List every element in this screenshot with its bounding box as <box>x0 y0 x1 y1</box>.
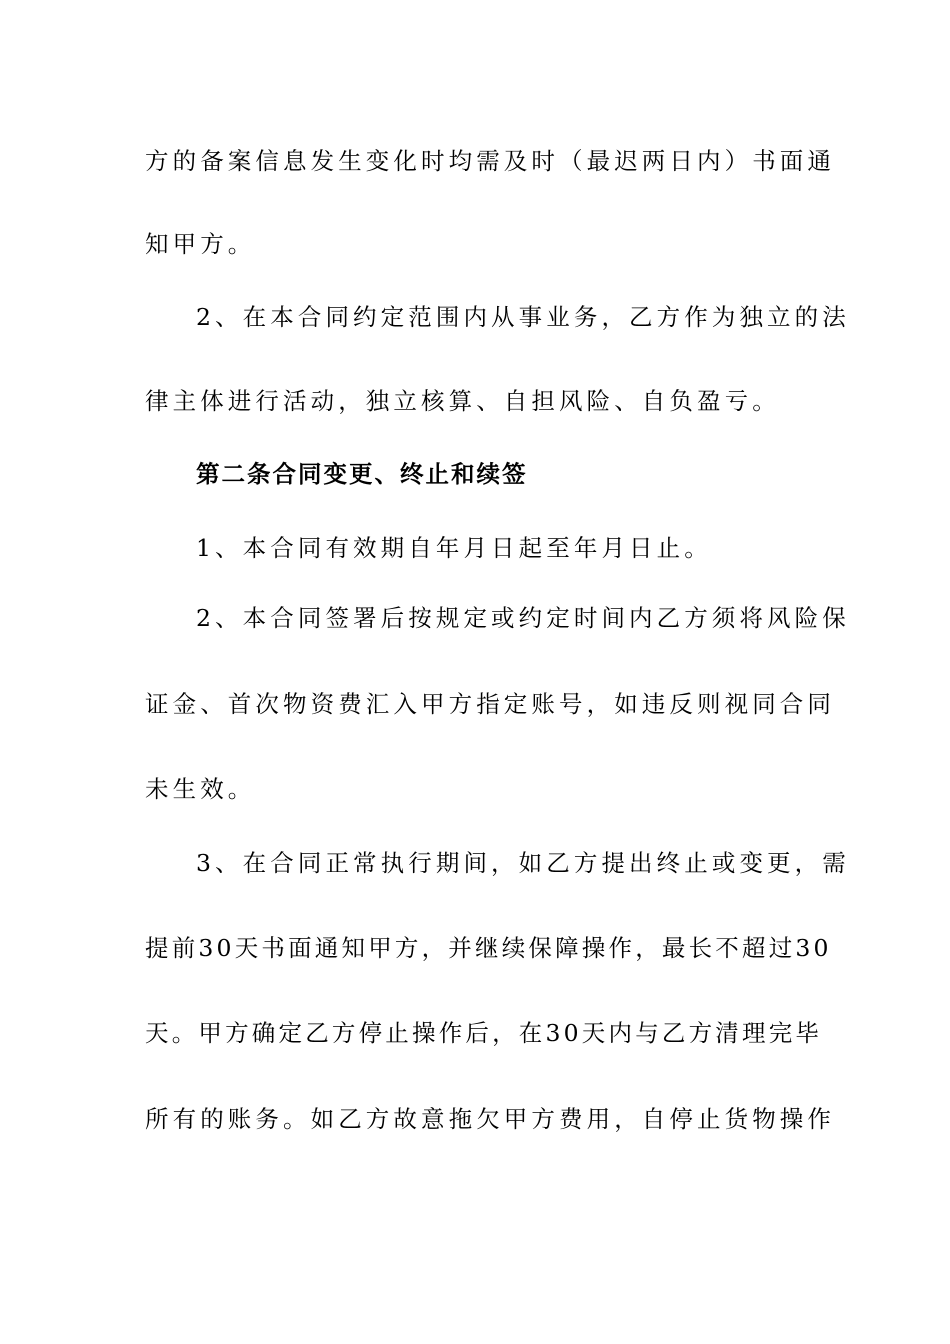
paragraph-line: 2、本合同签署后按规定或约定时间内乙方须将风险保 <box>196 604 850 632</box>
paragraph-line: 所有的账务。如乙方故意拖欠甲方费用，自停止货物操作 <box>145 1105 835 1133</box>
paragraph-line: 证金、首次物资费汇入甲方指定账号，如违反则视同合同 <box>145 690 835 718</box>
section-heading: 第二条合同变更、终止和续签 <box>196 460 528 488</box>
paragraph-line: 天。甲方确定乙方停止操作后，在30天内与乙方清理完毕 <box>145 1019 823 1047</box>
paragraph-line: 律主体进行活动，独立核算、自担风险、自负盈亏。 <box>145 387 780 415</box>
paragraph-line: 知甲方。 <box>145 230 256 258</box>
paragraph-line: 未生效。 <box>145 775 256 803</box>
paragraph-line: 1、本合同有效期自年月日起至年月日止。 <box>196 534 712 562</box>
paragraph-line: 3、在合同正常执行期间，如乙方提出终止或变更，需 <box>196 849 850 877</box>
paragraph-line: 方的备案信息发生变化时均需及时（最迟两日内）书面通 <box>145 147 835 175</box>
paragraph-line: 提前30天书面通知甲方，并继续保障操作，最长不超过30 <box>145 934 832 962</box>
paragraph-line: 2、在本合同约定范围内从事业务，乙方作为独立的法 <box>196 303 850 331</box>
